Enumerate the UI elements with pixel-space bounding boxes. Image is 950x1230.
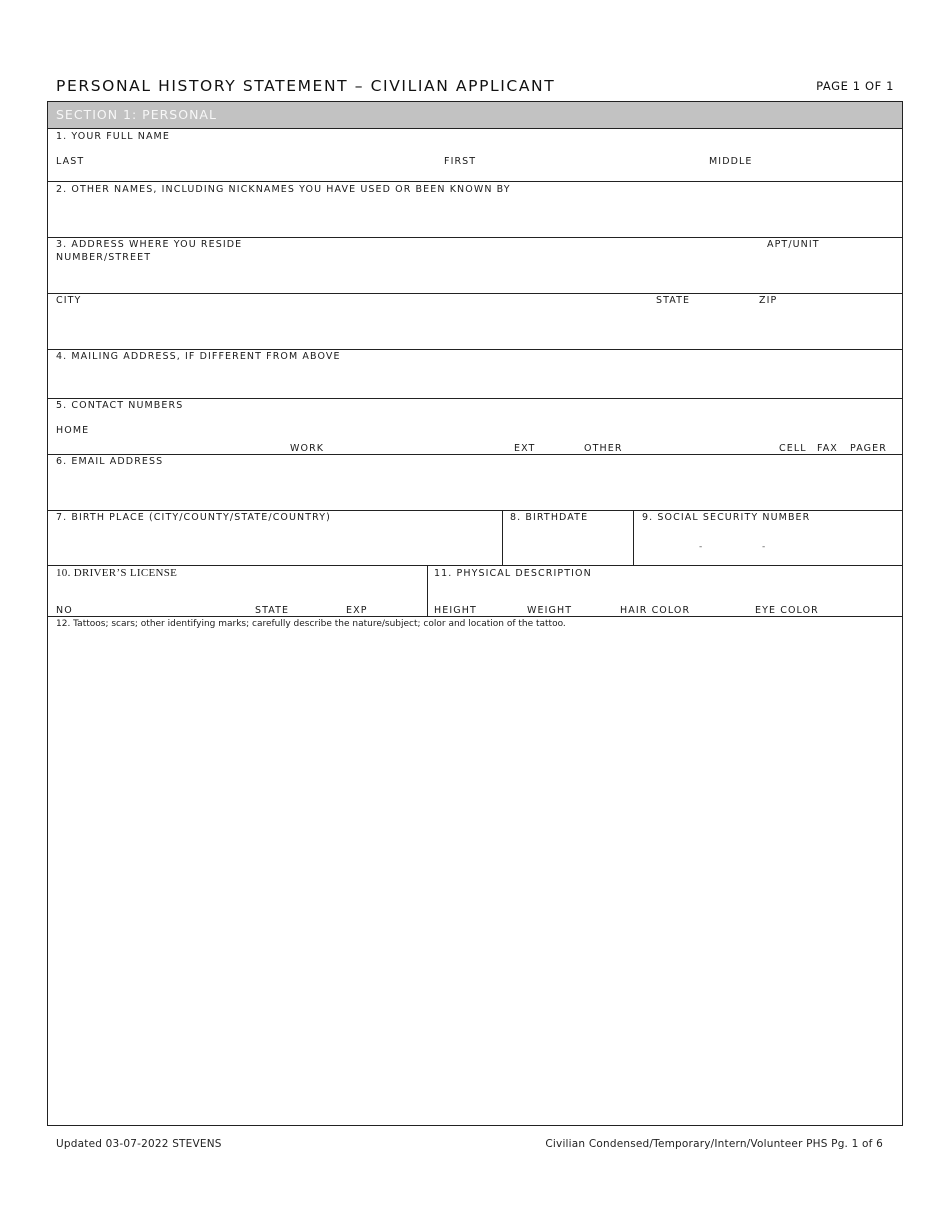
weight-label: WEIGHT <box>527 605 573 616</box>
row-divider <box>48 398 902 399</box>
footer-form-id: Civilian Condensed/Temporary/Intern/Volunteer PHS Pg. 1 of 6 <box>545 1138 883 1150</box>
personal-history-form <box>47 101 903 1126</box>
ext-label: EXT <box>514 443 536 454</box>
street-label: NUMBER/STREET <box>56 252 152 263</box>
row-divider <box>48 454 902 455</box>
city-label: CITY <box>56 295 82 306</box>
pager-label: PAGER <box>850 443 887 454</box>
birth-place-label: 7. BIRTH PLACE (CITY/COUNTY/STATE/COUNTRY) <box>56 512 331 523</box>
row-divider <box>48 181 902 182</box>
ssn-separator: - <box>762 542 766 552</box>
license-exp-label: EXP <box>346 605 368 616</box>
column-divider <box>502 510 503 565</box>
ssn-separator: - <box>699 542 703 552</box>
apt-unit-label: APT/UNIT <box>767 239 820 250</box>
contact-numbers-label: 5. CONTACT NUMBERS <box>56 400 184 411</box>
address-label: 3. ADDRESS WHERE YOU RESIDE <box>56 239 243 250</box>
cell-label: CELL <box>779 443 807 454</box>
row-divider <box>48 616 902 617</box>
row-divider <box>48 237 902 238</box>
license-state-label: STATE <box>255 605 290 616</box>
identifying-marks-label: 12. Tattoos; scars; other identifying marks; carefully describe the nature/subject; color and location of the tattoo. <box>56 619 566 629</box>
birthdate-label: 8. BIRTHDATE <box>510 512 589 523</box>
other-names-label: 2. OTHER NAMES, INCLUDING NICKNAMES YOU HAVE USED OR BEEN KNOWN BY <box>56 184 511 195</box>
page-title: PERSONAL HISTORY STATEMENT – CIVILIAN APPLICANT <box>56 77 556 95</box>
column-divider <box>633 510 634 565</box>
ssn-label: 9. SOCIAL SECURITY NUMBER <box>642 512 811 523</box>
last-name-label: LAST <box>56 156 85 167</box>
fax-label: FAX <box>817 443 838 454</box>
section-title: SECTION 1: PERSONAL <box>56 107 217 122</box>
drivers-license-label: 10. DRIVER’S LICENSE <box>56 567 178 579</box>
other-phone-label: OTHER <box>584 443 623 454</box>
work-phone-label: WORK <box>290 443 325 454</box>
physical-description-label: 11. PHYSICAL DESCRIPTION <box>434 568 592 579</box>
height-label: HEIGHT <box>434 605 477 616</box>
column-divider <box>427 565 428 616</box>
row-divider <box>48 565 902 566</box>
first-name-label: FIRST <box>444 156 477 167</box>
row-divider <box>48 349 902 350</box>
email-label: 6. EMAIL ADDRESS <box>56 456 164 467</box>
section-header <box>48 102 902 129</box>
home-phone-label: HOME <box>56 425 90 436</box>
zip-label: ZIP <box>759 295 778 306</box>
full-name-label: 1. YOUR FULL NAME <box>56 131 170 142</box>
middle-name-label: MIDDLE <box>709 156 753 167</box>
mailing-address-label: 4. MAILING ADDRESS, IF DIFFERENT FROM ABOVE <box>56 351 341 362</box>
state-label: STATE <box>656 295 691 306</box>
page-number: PAGE 1 OF 1 <box>816 79 894 93</box>
footer-updated: Updated 03-07-2022 STEVENS <box>56 1138 222 1150</box>
eye-color-label: EYE COLOR <box>755 605 819 616</box>
license-number-label: NO <box>56 605 73 616</box>
row-divider <box>48 510 902 511</box>
row-divider <box>48 293 902 294</box>
hair-color-label: HAIR COLOR <box>620 605 691 616</box>
